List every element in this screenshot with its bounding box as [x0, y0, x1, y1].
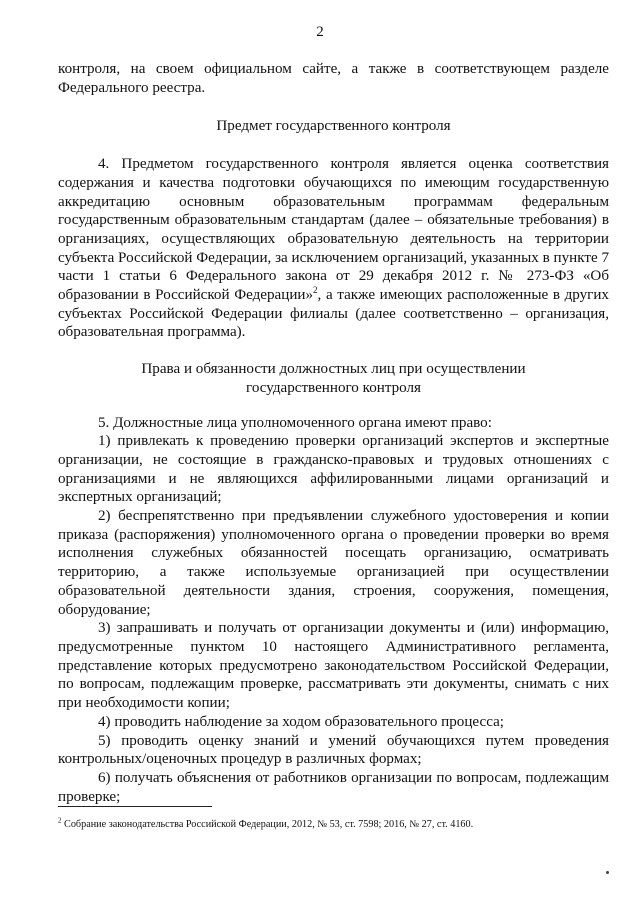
paragraph-4	[58, 155, 609, 342]
list-item-2: 2) беспрепятственно при предъявлении служебного удостоверения и копии приказа (распоряжения) уполномоченного органа о проведении проверки во время исполнения служебных обязанностей посещать организацию, осматривать территорию, а также используемые организацией при осуществлении образовательной деятельности здания, строения, сооружения, помещения, оборудование;	[58, 508, 609, 618]
footnote-marker: 2	[58, 816, 62, 825]
list-item-3: 3) запрашивать и получать от организации документы и (или) информацию, предусмотренные пунктом 10 настоящего Административного регламента, представление которых предусмотрено законодательством Российской Федерации, по вопросам, подлежащим проверке, рассматривать эти документы, снимать с них при необходимости копии;	[58, 620, 609, 712]
section-title-rights-line-1: Права и обязанности должностных лиц при осуществлении	[141, 361, 526, 378]
document-body	[58, 60, 609, 806]
footnote-divider	[58, 806, 212, 807]
page-number: 2	[316, 24, 324, 40]
section-title-subject: Предмет государственного контроля	[216, 118, 451, 135]
section-title-rights	[58, 360, 609, 397]
scan-dot-mark	[606, 871, 609, 874]
paragraph-5: 5. Должностные лица уполномоченного органа имеют право:	[98, 414, 492, 431]
footnote	[58, 818, 609, 831]
list-item-4: 4) проводить наблюдение за ходом образовательного процесса;	[98, 713, 504, 730]
section-title-rights-line-2: государственного контроля	[246, 379, 421, 396]
paragraph-4-text-continued: , а также имеющих расположенные в других субъектах Российской Федерации филиалы (далее соответственно – организация, образовательная программа).	[58, 287, 609, 341]
list-item-1: 1) привлекать к проведению проверки организаций экспертов и экспертные организации, не состоящие в гражданско-правовых и трудовых отношениях с организациями и не являющихся аффилированными лицами организаций и экспертных организаций;	[58, 433, 609, 506]
list-item-5: 5) проводить оценку знаний и умений обучающихся путем проведения контрольных/оценочных процедур в различных формах;	[58, 732, 609, 768]
footnote-text: Собрание законодательства Российской Федерации, 2012, № 53, ст. 7598; 2016, № 27, ст. 4160.	[61, 819, 474, 830]
intro-paragraph: контроля, на своем официальном сайте, а также в соответствующем разделе Федерального реестра.	[58, 61, 609, 96]
paragraph-4-text: 4. Предметом государственного контроля является оценка соответствия содержания и качества подготовки обучающихся по имеющим государственную аккредитацию основным образовательным программам федеральным государственным образовательным стандартам (далее – обязательные требования) в организациях, осуществляющих образовательную деятельность на территории субъекта Российской Федерации, за исключением организаций, указанных в пункте 7 части 1 статьи 6 Федерального закона от 29 декабря 2012 г. № 273-ФЗ «Об образовании в Российской Федерации»	[58, 156, 609, 304]
footnote-reference: 2	[313, 285, 318, 295]
list-item-6: 6) получать объяснения от работников организации по вопросам, подлежащим проверке;	[58, 769, 609, 805]
